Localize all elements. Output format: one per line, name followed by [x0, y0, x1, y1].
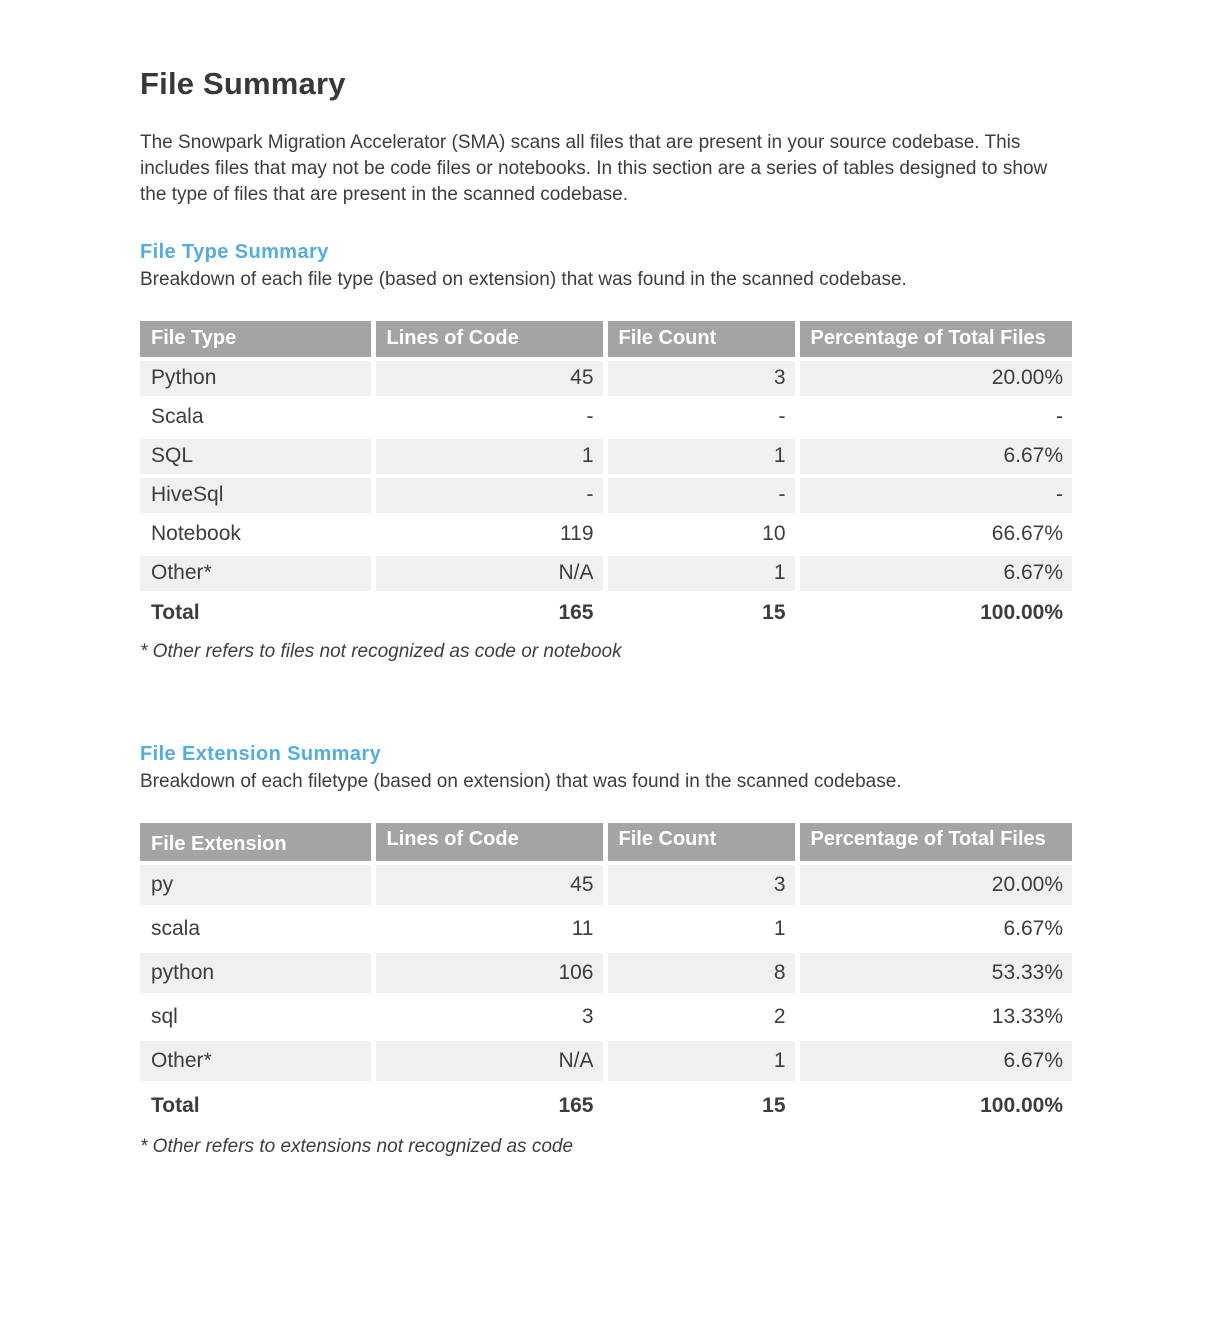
table-row — [140, 951, 1072, 995]
table-row — [140, 907, 1072, 951]
table-cell: 165 — [373, 593, 605, 632]
table-row — [140, 476, 1072, 515]
table-cell: 20.00% — [797, 359, 1072, 398]
document-content — [140, 0, 1072, 1158]
table-row — [140, 398, 1072, 437]
page-title: File Summary — [140, 66, 346, 101]
table-cell: 100.00% — [797, 1083, 1072, 1127]
column-header-lines-of-code: Lines of Code — [373, 321, 605, 359]
table-cell: - — [797, 398, 1072, 437]
table-cell: 6.67% — [797, 554, 1072, 593]
section-heading-file-type-summary: File Type Summary — [140, 240, 329, 263]
table-cell: Total — [140, 593, 373, 632]
table-cell: 1 — [605, 1039, 797, 1083]
table-row — [140, 359, 1072, 398]
column-header-file-type: File Type — [140, 321, 373, 359]
column-header-percentage: Percentage of Total Files — [797, 321, 1072, 359]
table-total-row — [140, 1083, 1072, 1127]
file-extension-summary-section — [140, 743, 1072, 1158]
table-cell: 45 — [373, 359, 605, 398]
table-cell: 11 — [373, 907, 605, 951]
table-cell: 119 — [373, 515, 605, 554]
table-cell: python — [140, 951, 373, 995]
table-cell: 6.67% — [797, 1039, 1072, 1083]
table-cell: 1 — [605, 907, 797, 951]
table-row — [140, 863, 1072, 907]
table-cell: - — [373, 476, 605, 515]
file-type-summary-table — [140, 321, 1072, 632]
table-cell: SQL — [140, 437, 373, 476]
table-cell: 20.00% — [797, 863, 1072, 907]
table-cell: 1 — [373, 437, 605, 476]
table-cell: sql — [140, 995, 373, 1039]
table-cell: - — [797, 476, 1072, 515]
column-header-lines-of-code: Lines of Code — [373, 823, 605, 863]
table-cell: 106 — [373, 951, 605, 995]
table-cell: 53.33% — [797, 951, 1072, 995]
table-row — [140, 437, 1072, 476]
table-header-row — [140, 823, 1072, 863]
table-cell: 1 — [605, 554, 797, 593]
table-cell: N/A — [373, 1039, 605, 1083]
table-footnote: * Other refers to files not recognized as code or notebook — [140, 640, 622, 662]
table-cell: 10 — [605, 515, 797, 554]
table-cell: 45 — [373, 863, 605, 907]
section-heading-file-extension-summary: File Extension Summary — [140, 742, 382, 765]
table-cell: 13.33% — [797, 995, 1072, 1039]
column-header-file-count: File Count — [605, 321, 797, 359]
table-total-row — [140, 593, 1072, 632]
table-cell: Scala — [140, 398, 373, 437]
table-cell: 66.67% — [797, 515, 1072, 554]
table-cell: 100.00% — [797, 593, 1072, 632]
table-cell: 6.67% — [797, 437, 1072, 476]
table-cell: 6.67% — [797, 907, 1072, 951]
table-cell: Python — [140, 359, 373, 398]
table-cell: scala — [140, 907, 373, 951]
table-cell: 15 — [605, 1083, 797, 1127]
table-cell: 15 — [605, 593, 797, 632]
table-cell: 3 — [605, 863, 797, 907]
table-cell: Notebook — [140, 515, 373, 554]
table-cell: - — [605, 476, 797, 515]
table-cell: 2 — [605, 995, 797, 1039]
table-cell: - — [605, 398, 797, 437]
table-cell: Total — [140, 1083, 373, 1127]
table-row — [140, 515, 1072, 554]
column-header-file-extension: File Extension — [140, 823, 373, 863]
table-row — [140, 1039, 1072, 1083]
file-extension-summary-table — [140, 823, 1072, 1127]
table-cell: N/A — [373, 554, 605, 593]
table-cell: HiveSql — [140, 476, 373, 515]
table-header-row — [140, 321, 1072, 359]
column-header-file-count: File Count — [605, 823, 797, 863]
table-cell: 3 — [373, 995, 605, 1039]
table-cell: Other* — [140, 554, 373, 593]
intro-paragraph: The Snowpark Migration Accelerator (SMA) scans all files that are present in your source codebase. This includes files that may not be code files or notebooks. In this section are a series of tables designed to show the type of files that are present in the scanned codebase. — [140, 131, 1048, 205]
file-type-summary-section — [140, 241, 1072, 663]
table-row — [140, 554, 1072, 593]
table-cell: 8 — [605, 951, 797, 995]
table-footnote: * Other refers to extensions not recognized as code — [140, 1135, 574, 1157]
table-cell: py — [140, 863, 373, 907]
table-cell: 1 — [605, 437, 797, 476]
table-cell: 3 — [605, 359, 797, 398]
section-description: Breakdown of each filetype (based on extension) that was found in the scanned codebase. — [140, 770, 902, 792]
section-description: Breakdown of each file type (based on extension) that was found in the scanned codebase. — [140, 268, 907, 290]
table-cell: - — [373, 398, 605, 437]
table-cell: Other* — [140, 1039, 373, 1083]
table-cell: 165 — [373, 1083, 605, 1127]
table-row — [140, 995, 1072, 1039]
column-header-percentage: Percentage of Total Files — [797, 823, 1072, 863]
